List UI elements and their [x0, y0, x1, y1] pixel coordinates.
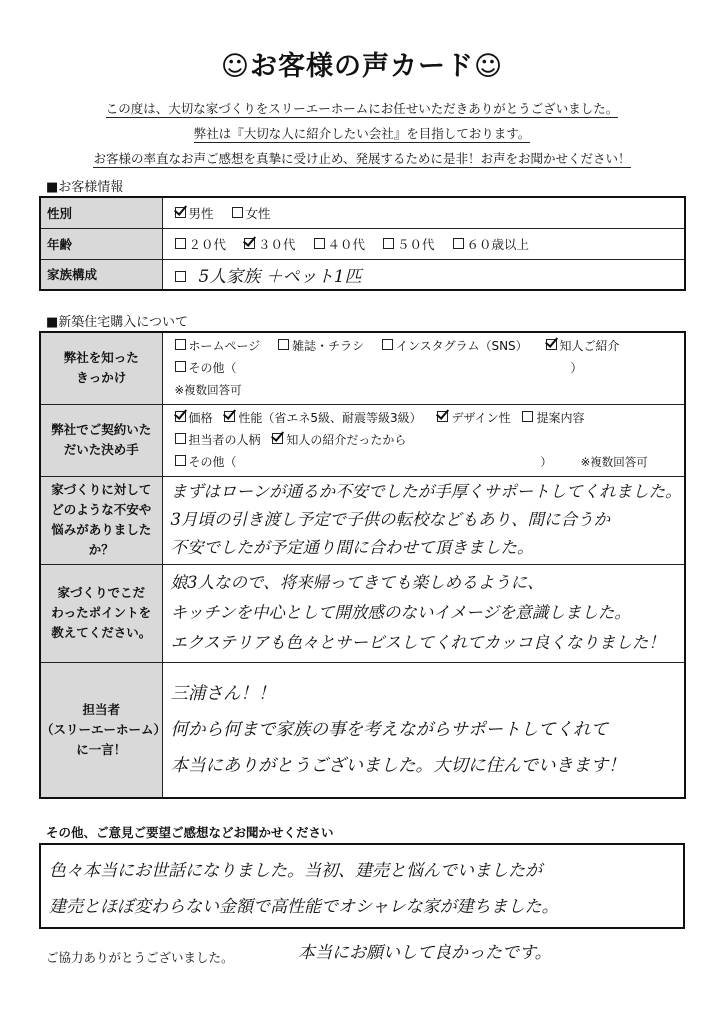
referral-checkbox[interactable] — [546, 339, 557, 350]
age-option-label: ４０代 — [327, 236, 366, 252]
age-50s-checkbox[interactable] — [383, 238, 394, 249]
decision-option-label: 提案内容 — [536, 411, 585, 425]
decision-label: 弊社でご契約いた だいた決め手 — [40, 404, 162, 476]
age-option-label: ５０代 — [397, 236, 435, 252]
female-label: 女性 — [245, 205, 271, 221]
decision-other-checkbox[interactable] — [175, 455, 186, 466]
trigger-option-label: ホームページ — [188, 339, 261, 354]
footer-thanks: ご協力ありがとうございました。 — [46, 950, 234, 965]
trigger-other-checkbox[interactable] — [175, 361, 186, 372]
page-title: ☺お客様の声カード☺ — [220, 51, 504, 82]
other-heading: その他、ご意見ご要望ご感想などお聞かせください — [46, 825, 334, 840]
proposal-checkbox[interactable] — [522, 411, 533, 422]
decision-option-label: 知人の紹介だったから — [286, 433, 407, 447]
anxiety-label: 家づくりに対して どのような不安や 悩みがありました か？ — [40, 476, 162, 564]
trigger-note: ※複数回答可 — [174, 383, 242, 398]
homepage-checkbox[interactable] — [175, 339, 186, 350]
purchase-table — [39, 331, 686, 799]
decision-note: ） ※複数回答可 — [540, 455, 648, 469]
intro-line-1: この度は、大切な家づくりをスリーエーホームにお任せいただきありがとうございました。 — [105, 101, 619, 116]
performance-checkbox[interactable] — [224, 411, 235, 422]
trigger-option-label: 知人ご紹介 — [559, 339, 620, 354]
age-30s-checkbox[interactable] — [244, 238, 255, 249]
points-answer[interactable]: 娘3人なので、将来帰ってきても楽しめるように、 キッチンを中心として開放感のないイメージを意識しました。 エクステリアも色々とサービスしてくれてカッコ良くなりました！ — [162, 564, 685, 662]
age-40s-checkbox[interactable] — [314, 238, 325, 249]
gender-label: 性別 — [40, 197, 162, 228]
male-checkbox[interactable] — [175, 207, 186, 218]
referral-reason-checkbox[interactable] — [272, 433, 283, 444]
other-after-text: 本当にお願いして良かったです。 — [298, 943, 552, 963]
magazine-checkbox[interactable] — [278, 339, 289, 350]
trigger-other-close: ） — [570, 361, 583, 376]
design-checkbox[interactable] — [437, 411, 448, 422]
age-options — [162, 228, 685, 259]
age-option-label: ３０代 — [258, 236, 296, 252]
age-label: 年齢 — [40, 228, 162, 259]
customer-info-heading: ■お客様情報 — [46, 180, 124, 195]
trigger-other-label: その他（ — [188, 361, 237, 376]
decision-option-label: 価格 — [188, 411, 213, 425]
other-box[interactable] — [39, 843, 685, 929]
points-label: 家づくりでこだ わったポイントを 教えてください。 — [40, 564, 162, 662]
price-checkbox[interactable] — [175, 411, 186, 422]
staff-label: 担当者 （スリーエーホーム） に一言！ — [40, 662, 162, 798]
decision-option-label: 担当者の人柄 — [188, 433, 261, 447]
family-checkbox[interactable] — [175, 271, 186, 282]
customer-info-table — [39, 196, 686, 291]
anxiety-answer[interactable]: まずはローンが通るか不安でしたが手厚くサポートしてくれました。 3月頃の引き渡し予定で子供の転校などもあり、間に合うか 不安でしたが予定通り間に合わせて頂きました。 — [162, 476, 685, 564]
instagram-checkbox[interactable] — [382, 339, 393, 350]
trigger-label: 弊社を知った きっかけ — [40, 332, 162, 404]
intro-line-3: お客様の率直なお声ご感想を真摯に受け止め、発展するために是非！お声をお聞かせください！ — [93, 151, 631, 166]
family-value[interactable]: 5人家族 ＋ペット1匹 — [198, 266, 362, 287]
staff-personality-checkbox[interactable] — [175, 433, 186, 444]
age-20s-checkbox[interactable] — [175, 238, 186, 249]
age-60plus-checkbox[interactable] — [453, 238, 464, 249]
staff-answer[interactable]: 三浦さん！！ 何から何まで家族の事を考えながらサポートしてくれて 本当にありがとうございました。大切に住んでいきます！ — [162, 662, 685, 798]
male-label: 男性 — [188, 205, 214, 221]
purchase-heading: ■新築住宅購入について — [46, 315, 189, 330]
female-checkbox[interactable] — [232, 207, 243, 218]
family-label: 家族構成 — [40, 259, 162, 290]
decision-other-label: その他（ — [188, 455, 237, 469]
trigger-option-label: 雑誌・チラシ — [292, 339, 365, 354]
decision-option-label: デザイン性 — [451, 411, 511, 425]
trigger-option-label: インスタグラム（SNS） — [395, 339, 528, 354]
decision-option-label: 性能（省エネ5級、耐震等級3級） — [238, 411, 422, 425]
age-option-label: ６０歳以上 — [466, 236, 530, 252]
age-option-label: ２０代 — [188, 236, 227, 252]
intro-line-2: 弊社は『大切な人に紹介したい会社』を目指しております。 — [193, 126, 531, 141]
other-answer: 色々本当にお世話になりました。当初、建売と悩んでいましたが 建売とほぼ変わらない金額で高性能でオシャレな家が建ちました。 — [49, 861, 559, 917]
